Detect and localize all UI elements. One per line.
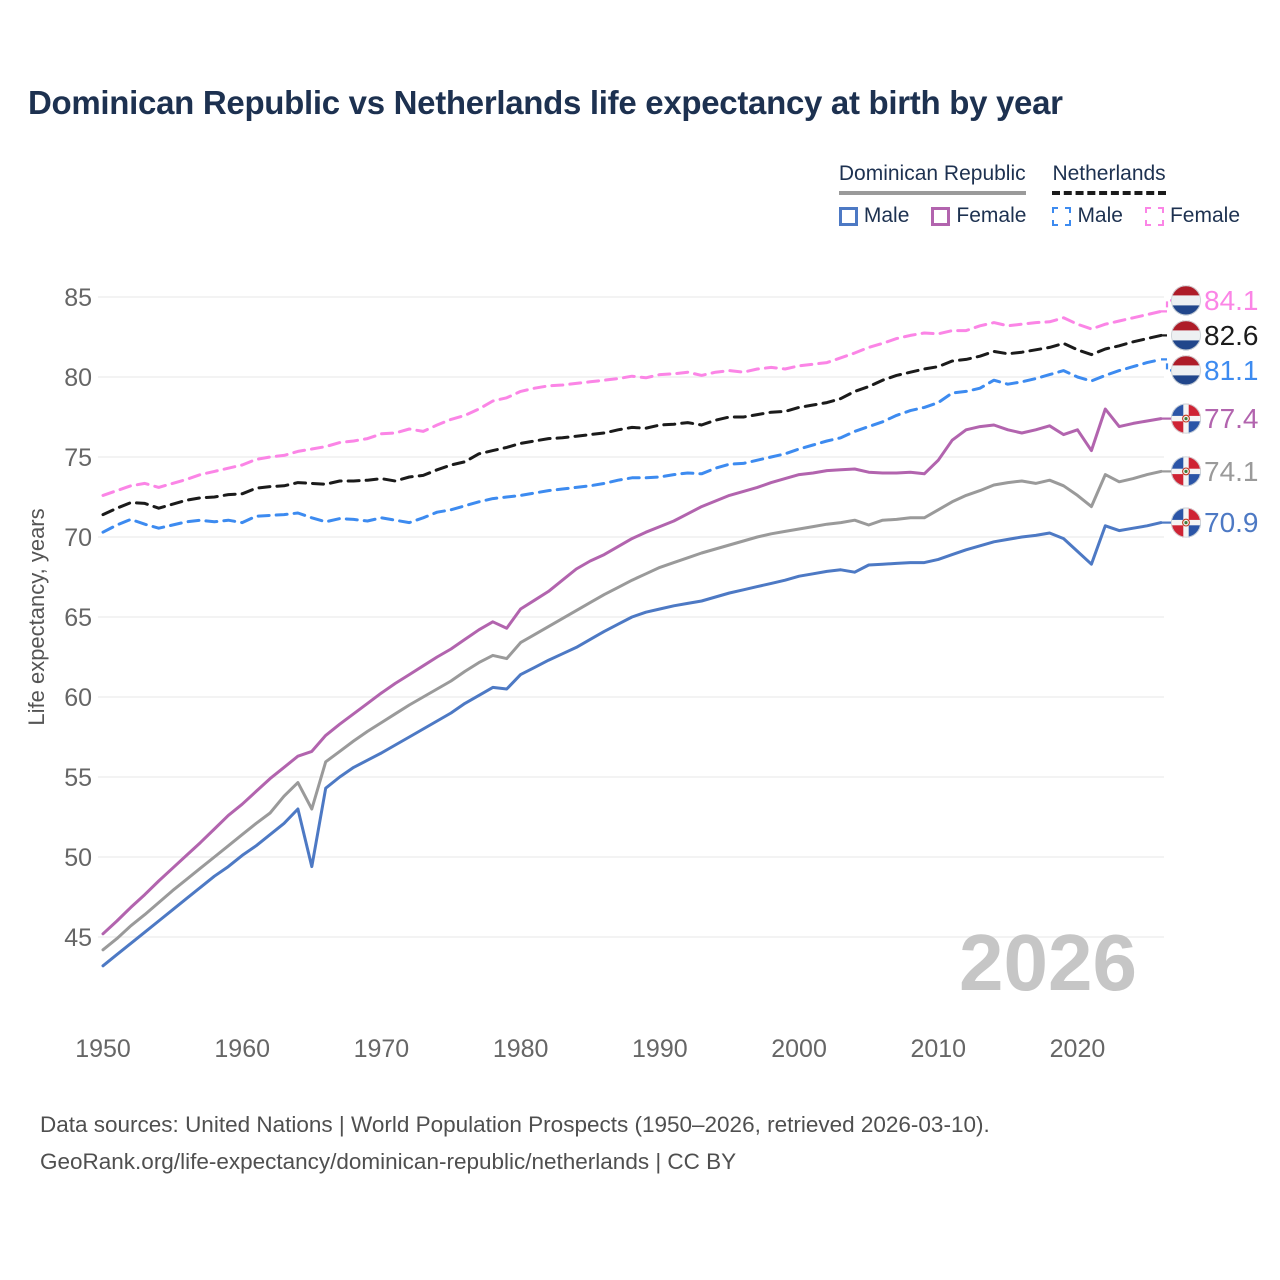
netherlands-flag-icon bbox=[1171, 320, 1201, 350]
legend-item-label: Female bbox=[956, 204, 1027, 227]
x-tick-label: 1970 bbox=[353, 1035, 410, 1063]
series-end-label: 70.9 bbox=[1204, 507, 1259, 539]
series-end-label: 74.1 bbox=[1204, 455, 1259, 487]
page-title: Dominican Republic vs Netherlands life expectancy at birth by year bbox=[28, 84, 1063, 121]
legend-item-label: Female bbox=[1169, 204, 1240, 227]
series-line-dominican-republic[interactable] bbox=[103, 471, 1161, 949]
series-line-netherlands-male[interactable] bbox=[103, 359, 1161, 532]
x-tick-label: 2020 bbox=[1049, 1035, 1106, 1063]
y-tick-label: 55 bbox=[64, 764, 92, 792]
series-end-label: 81.1 bbox=[1204, 354, 1259, 386]
x-tick-label: 1980 bbox=[492, 1035, 549, 1063]
dominican-republic-flag-icon bbox=[1171, 508, 1201, 538]
legend-item-label: Male bbox=[863, 204, 910, 227]
y-tick-label: 75 bbox=[64, 444, 92, 472]
dominican-republic-flag-icon bbox=[1171, 404, 1201, 434]
x-tick-label: 1950 bbox=[75, 1035, 131, 1063]
footer-data-sources: Data sources: United Nations | World Population Prospects (1950–2026, retrieved 2026-03-10). bbox=[40, 1112, 990, 1137]
y-tick-label: 45 bbox=[64, 924, 92, 952]
series-end-connector bbox=[1161, 359, 1171, 370]
series-end-label: 82.6 bbox=[1204, 319, 1259, 351]
series-line-netherlands-female[interactable] bbox=[103, 311, 1161, 495]
y-tick-label: 50 bbox=[64, 844, 92, 872]
legend-header-dominican-republic[interactable]: Dominican Republic bbox=[839, 162, 1026, 195]
dominican-republic-flag-icon bbox=[1171, 456, 1201, 486]
y-tick-label: 70 bbox=[64, 524, 92, 552]
y-tick-label: 85 bbox=[64, 284, 92, 312]
y-tick-label: 65 bbox=[64, 604, 92, 632]
y-tick-label: 80 bbox=[64, 364, 92, 392]
series-line-dominican-republic-male[interactable] bbox=[103, 523, 1161, 966]
y-axis-title: Life expectancy, years bbox=[24, 508, 49, 726]
legend-header-netherlands[interactable]: Netherlands bbox=[1052, 162, 1165, 195]
x-tick-label: 1990 bbox=[632, 1035, 688, 1063]
x-tick-label: 1960 bbox=[214, 1035, 271, 1063]
footer-attribution: GeoRank.org/life-expectancy/dominican-republic/netherlands | CC BY bbox=[40, 1149, 737, 1174]
legend-item-label: Male bbox=[1077, 204, 1123, 227]
watermark-year: 2026 bbox=[959, 918, 1137, 1007]
netherlands-flag-icon bbox=[1171, 355, 1201, 385]
netherlands-flag-icon bbox=[1171, 285, 1201, 315]
series-end-connector bbox=[1161, 300, 1171, 311]
footer bbox=[40, 1106, 990, 1180]
series-end-label: 84.1 bbox=[1204, 284, 1259, 316]
x-tick-label: 2010 bbox=[910, 1035, 967, 1063]
series-line-netherlands[interactable] bbox=[103, 335, 1161, 514]
series-end-label: 77.4 bbox=[1204, 403, 1259, 435]
y-tick-label: 60 bbox=[64, 684, 92, 712]
x-tick-label: 2000 bbox=[771, 1035, 827, 1063]
